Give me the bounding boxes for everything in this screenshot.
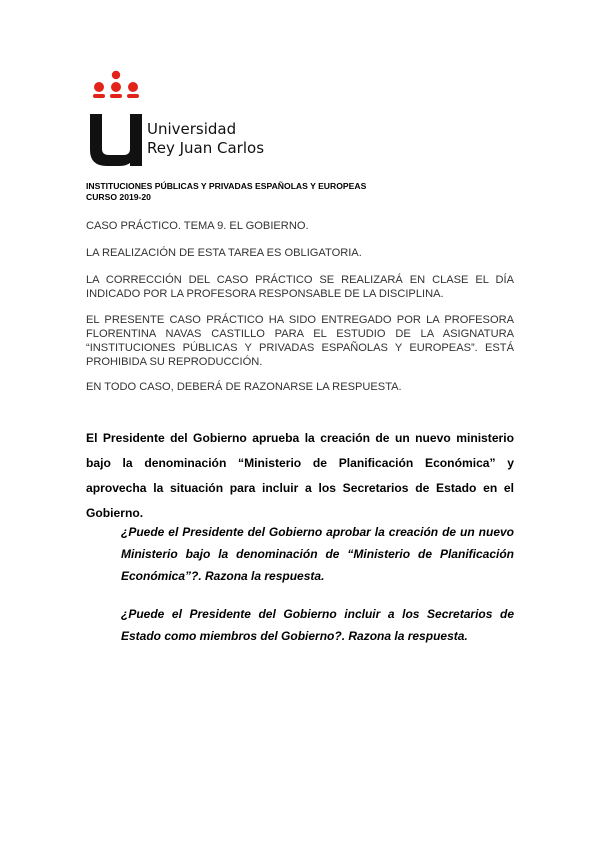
university-name: [147, 120, 264, 158]
case-statement: El Presidente del Gobierno aprueba la creación de un nuevo ministerio bajo la denominación “Ministerio de Planificación Económica” y aprovecha la situación para incluir a los Secretarios de Estado en el Gobierno.: [86, 431, 514, 520]
mandatory-notice-paragraph: LA REALIZACIÓN DE ESTA TAREA ES OBLIGATORIA.: [86, 247, 362, 259]
university-name-line2: Rey Juan Carlos: [147, 139, 265, 157]
question-2: ¿Puede el Presidente del Gobierno incluir a los Secretarios de Estado como miembros del Gobierno?. Razona la respuesta.: [121, 607, 514, 643]
course-year: CURSO 2019-20: [86, 192, 151, 202]
correction-notice-paragraph: LA CORRECCIÓN DEL CASO PRÁCTICO SE REALIZARÁ EN CLASE EL DÍA INDICADO POR LA PROFESORA RESPONSABLE DE LA DISCIPLINA.: [86, 274, 514, 300]
copyright-notice-paragraph: EL PRESENTE CASO PRÁCTICO HA SIDO ENTREGADO POR LA PROFESORA FLORENTINA NAVAS CASTILLO PARA EL ESTUDIO DE LA ASIGNATURA “INSTITUCIONES PÚBLICAS Y PRIVADAS ESPAÑOLAS Y EUROPEAS”. ESTÁ PROHIBIDA SU REPRODUCCIÓN.: [86, 314, 514, 368]
university-logo: [89, 70, 269, 170]
reasoning-notice-paragraph: EN TODO CASO, DEBERÁ DE RAZONARSE LA RESPUESTA.: [86, 381, 402, 393]
urjc-emblem-icon: [89, 70, 149, 170]
case-title-paragraph: CASO PRÁCTICO. TEMA 9. EL GOBIERNO.: [86, 220, 309, 232]
question-1: ¿Puede el Presidente del Gobierno aprobar la creación de un nuevo Ministerio bajo la denominación de “Ministerio de Planificación Económica”?. Razona la respuesta.: [121, 525, 514, 583]
course-header: [86, 181, 526, 203]
university-name-line1: Universidad: [147, 120, 237, 138]
course-title: INSTITUCIONES PÚBLICAS Y PRIVADAS ESPAÑOLAS Y EUROPEAS: [86, 181, 367, 191]
